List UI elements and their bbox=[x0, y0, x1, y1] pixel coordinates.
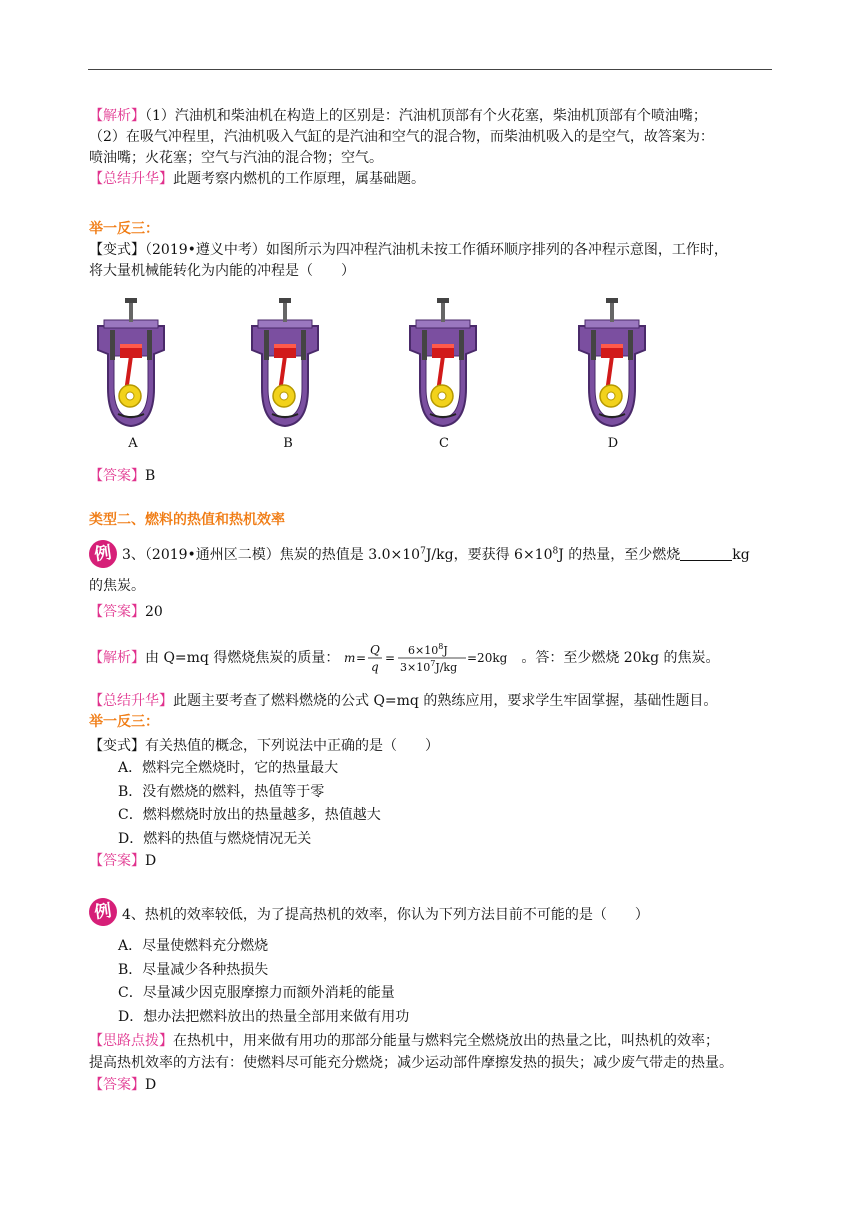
formula-num: 6×10 bbox=[408, 644, 439, 657]
answer-blank bbox=[680, 546, 732, 561]
variant-question: （2019•遵义中考）如图所示为四冲程汽油机未按工作循环顺序排列的各冲程示意图，工作时， bbox=[145, 242, 728, 258]
analysis-line: （2）在吸气冲程里，汽油机吸入气缸的是汽油和空气的混合物，而柴油机吸入的是空气，故答案为： bbox=[89, 129, 714, 145]
hint-text: 提高热机效率的方法有：使燃料尽可能充分燃烧；减少运动部件摩擦发热的损失；减少废气带走的热量。 bbox=[89, 1055, 733, 1071]
analysis-text: 。答：至少燃烧 20kg 的焦炭。 bbox=[521, 650, 720, 666]
answer-value: B bbox=[145, 468, 156, 484]
summary-text: 此题主要考查了燃料燃烧的公式 Q=mq 的熟练应用，要求学生牢固掌握，基础性题目。 bbox=[173, 693, 718, 709]
option-item: B．没有燃烧的燃料，热值等于零 bbox=[118, 783, 325, 800]
formula-den-unit: J/kg bbox=[435, 661, 458, 674]
question-text: （2019•通州区二模）焦炭的热值是 3.0×10 bbox=[144, 547, 421, 563]
example-4-question bbox=[122, 905, 812, 926]
unit-text: kg bbox=[732, 547, 750, 563]
hint-text: 在热机中，用来做有用功的那部分能量与燃料完全燃烧放出的热量之比，叫热机的效率； bbox=[173, 1033, 719, 1049]
svg-text:6×108J bbox=[408, 642, 448, 657]
variant-question-cont: 将大量机械能转化为内能的冲程是（ ） bbox=[89, 263, 355, 279]
analysis-line: 喷油嘴；火花塞；空气与汽油的混合物；空气。 bbox=[89, 150, 383, 166]
engine-diagram-d bbox=[571, 296, 655, 431]
analysis-text: 由 Q=mq 得燃烧焦炭的质量： bbox=[145, 650, 340, 666]
formula-num-exp: 8 bbox=[438, 642, 444, 651]
option-item: C．尽量减少因克服摩擦力而额外消耗的能量 bbox=[118, 985, 395, 1001]
engine-diagram-c bbox=[404, 296, 484, 431]
analysis-tag: 【解析】 bbox=[89, 108, 145, 124]
example-badge: 例 bbox=[87, 538, 119, 570]
formula-eq: = bbox=[356, 651, 367, 665]
option-item: D．想办法把燃料放出的热量全部用来做有用功 bbox=[118, 1008, 410, 1025]
summary-line bbox=[89, 691, 779, 712]
variant-tag: 【变式】 bbox=[89, 738, 145, 754]
example-number: 3、 bbox=[122, 547, 145, 563]
summary-text: 此题考察内燃机的工作原理，属基础题。 bbox=[173, 171, 425, 187]
formula-Q: Q bbox=[370, 643, 381, 657]
example-number: 4、 bbox=[122, 907, 145, 923]
engine-diagram-b bbox=[246, 296, 326, 431]
formula-den-exp: 7 bbox=[430, 659, 436, 668]
analysis-tag: 【解析】 bbox=[89, 650, 145, 666]
analysis-block bbox=[89, 106, 779, 190]
summary-tag: 【总结升华】 bbox=[89, 693, 173, 709]
option-item: A．尽量使燃料充分燃烧 bbox=[118, 938, 269, 954]
option-item: A．燃料完全燃烧时，它的热量最大 bbox=[118, 760, 339, 776]
answer-value: D bbox=[145, 853, 157, 869]
section-title: 类型二、燃料的热值和热机效率 bbox=[89, 512, 285, 528]
hint-tag: 【思路点拨】 bbox=[89, 1033, 173, 1049]
option-item: D．燃料的热值与燃烧情况无关 bbox=[118, 830, 312, 847]
option-item: B．尽量减少各种热损失 bbox=[118, 961, 269, 978]
answer-value: D bbox=[145, 1077, 157, 1093]
example-badge: 例 bbox=[87, 896, 119, 928]
answer-line bbox=[89, 602, 779, 623]
header-rule bbox=[88, 69, 772, 70]
summary-tag: 【总结升华】 bbox=[89, 171, 173, 187]
engine-diagram-a bbox=[92, 296, 172, 431]
answer-tag: 【答案】 bbox=[89, 1077, 145, 1093]
variant-question: 有关热值的概念，下列说法中正确的是（ ） bbox=[145, 738, 439, 754]
mass-formula bbox=[342, 640, 518, 676]
question-text: J 的热量，至少燃烧 bbox=[558, 547, 681, 563]
option-label-b: B bbox=[283, 436, 293, 451]
hint-block bbox=[89, 1030, 779, 1096]
formula-m: m bbox=[344, 651, 356, 665]
answer-tag: 【答案】 bbox=[89, 853, 145, 869]
option-item: C．燃料燃烧时放出的热量越多，热值越大 bbox=[118, 807, 381, 823]
question-text: 热机的效率较低，为了提高热机的效率，你认为下列方法目前不可能的是（ ） bbox=[144, 907, 649, 923]
formula-eq: = bbox=[385, 651, 396, 665]
example-3-question-cont: 的焦炭。 bbox=[89, 578, 145, 594]
answer-tag: 【答案】 bbox=[89, 468, 145, 484]
svg-text:3×107J/kg bbox=[400, 659, 457, 674]
practice-heading: 举一反三： bbox=[89, 221, 159, 237]
formula-num-unit: J bbox=[443, 644, 449, 657]
option-label-c: C bbox=[439, 436, 449, 451]
answer-tag: 【答案】 bbox=[89, 604, 145, 620]
practice-block-1 bbox=[89, 219, 779, 282]
answer-value: 20 bbox=[145, 604, 163, 620]
practice-block-2 bbox=[89, 712, 779, 872]
question-text: J/kg，要获得 6×10 bbox=[425, 547, 553, 563]
practice-heading: 举一反三： bbox=[89, 714, 159, 730]
exponent: 7 bbox=[420, 546, 426, 557]
variant-tag: 【变式】 bbox=[89, 242, 145, 258]
exponent: 8 bbox=[552, 546, 559, 557]
answer-line bbox=[89, 466, 779, 487]
option-label-a: A bbox=[128, 436, 138, 451]
formula-result: =20kg bbox=[467, 651, 508, 665]
analysis-line bbox=[89, 640, 779, 676]
example-3-question bbox=[122, 545, 812, 566]
analysis-line: （1）汽油机和柴油机在构造上的区别是：汽油机顶部有个火花塞，柴油机顶部有个喷油嘴； bbox=[145, 108, 707, 124]
option-label-d: D bbox=[607, 436, 619, 451]
formula-den: 3×10 bbox=[400, 661, 431, 674]
example-4-options bbox=[89, 935, 779, 1029]
formula-q: q bbox=[371, 660, 380, 674]
